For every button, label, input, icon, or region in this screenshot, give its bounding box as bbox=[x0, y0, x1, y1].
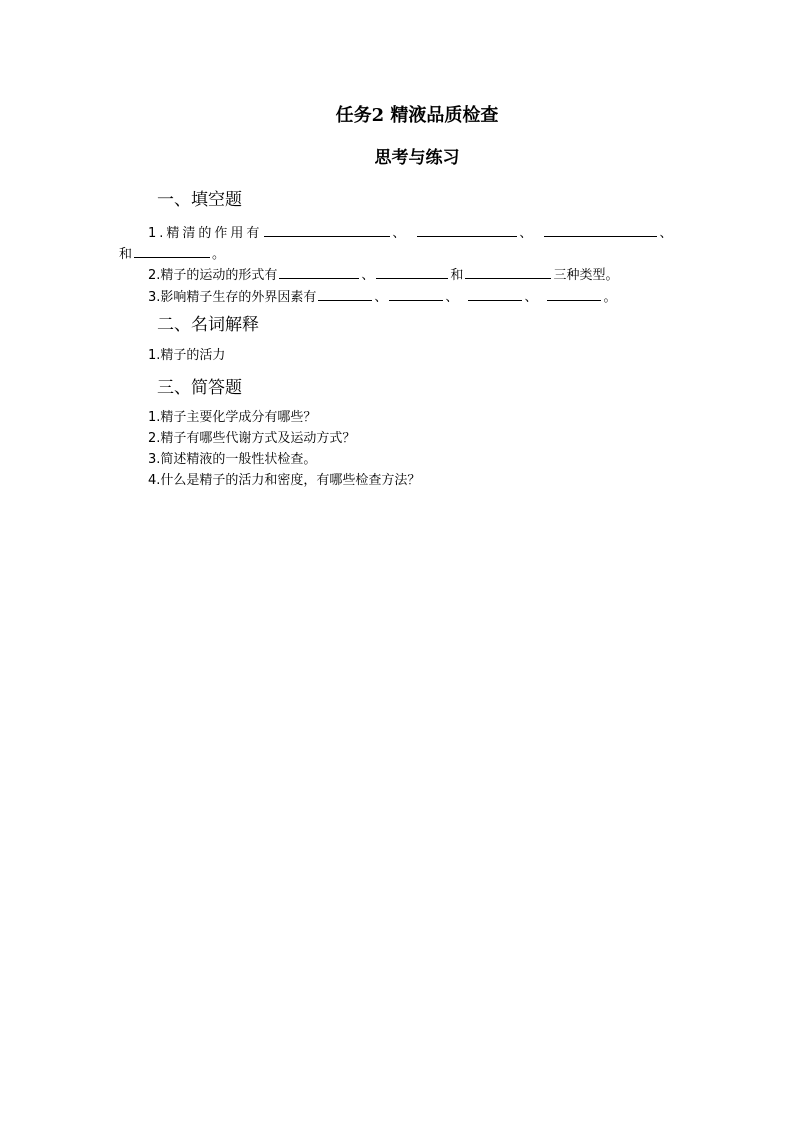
question-text: 和 bbox=[119, 247, 133, 262]
separator: 、 bbox=[519, 226, 533, 241]
answer-blank[interactable] bbox=[376, 265, 448, 279]
question-short-3: 3.简述精液的一般性状检查。 bbox=[148, 452, 317, 467]
answer-blank[interactable] bbox=[547, 287, 601, 301]
question-text: 三种类型。 bbox=[553, 268, 619, 283]
question-term-1: 1.精子的活力 bbox=[148, 348, 226, 363]
answer-blank[interactable] bbox=[465, 265, 551, 279]
separator: 和 bbox=[450, 268, 464, 283]
separator: 、 bbox=[374, 290, 388, 305]
separator: 。 bbox=[212, 247, 226, 262]
answer-blank[interactable] bbox=[417, 223, 517, 237]
answer-blank[interactable] bbox=[134, 244, 210, 258]
answer-blank[interactable] bbox=[264, 223, 390, 237]
answer-blank[interactable] bbox=[389, 287, 443, 301]
question-fill-1 bbox=[148, 223, 672, 243]
separator: 。 bbox=[603, 290, 617, 305]
question-fill-1-continued bbox=[119, 244, 225, 264]
separator: 、 bbox=[445, 290, 459, 305]
question-fill-2 bbox=[148, 265, 618, 285]
section-heading-short: 三、简答题 bbox=[157, 378, 242, 398]
question-short-2: 2.精子有哪些代谢方式及运动方式？ bbox=[148, 431, 356, 446]
answer-blank[interactable] bbox=[318, 287, 372, 301]
separator: 、 bbox=[659, 226, 673, 241]
answer-blank[interactable] bbox=[544, 223, 657, 237]
question-text: 2.精子的运动的形式有 bbox=[148, 268, 278, 283]
section-heading-terms: 二、名词解释 bbox=[157, 315, 259, 335]
separator: 、 bbox=[392, 226, 406, 241]
answer-blank[interactable] bbox=[279, 265, 359, 279]
section-heading-fill: 一、填空题 bbox=[157, 190, 242, 210]
page-title: 任务2 精液品质检查 bbox=[335, 105, 499, 126]
answer-blank[interactable] bbox=[468, 287, 522, 301]
question-text: 1.精清的作用有 bbox=[148, 226, 263, 241]
question-short-1: 1.精子主要化学成分有哪些？ bbox=[148, 410, 317, 425]
question-text: 3.影响精子生存的外界因素有 bbox=[148, 290, 317, 305]
separator: 、 bbox=[361, 268, 375, 283]
question-short-4: 4.什么是精子的活力和密度，有哪些检查方法？ bbox=[148, 473, 421, 488]
page-subtitle: 思考与练习 bbox=[374, 148, 460, 168]
separator: 、 bbox=[524, 290, 538, 305]
question-fill-3 bbox=[148, 287, 616, 307]
